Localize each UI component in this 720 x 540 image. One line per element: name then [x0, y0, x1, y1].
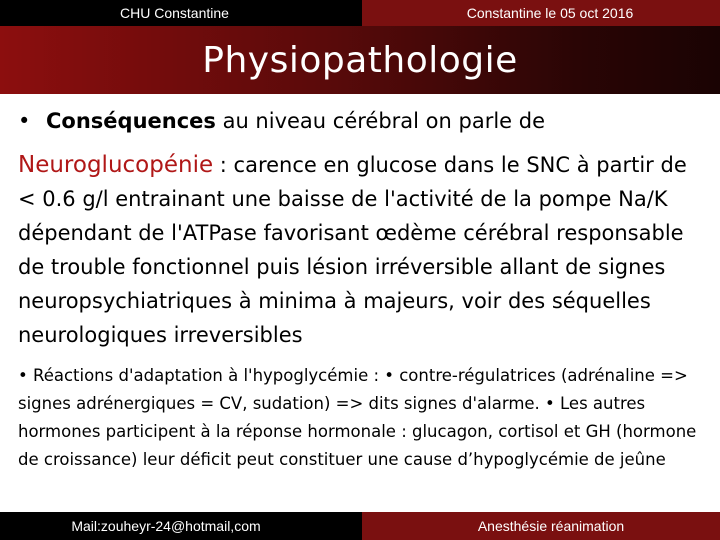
footer-email: Mail:zouheyr-24@hotmail,com — [0, 512, 362, 540]
bullet-icon: • — [18, 109, 31, 133]
header-left-text: CHU Constantine — [0, 0, 362, 26]
consequences-text: au niveau cérébral on parle de — [215, 109, 546, 133]
neuroglucopenie-text: : carence en glucose dans le SNC à partir de < 0.6 g/l entrainant une baisse de l'activité de la pompe Na/K dépendant de l'ATPase favorisant œdème cérébral responsable de trouble fonctionnel puis lésion irréversible allant de signes neuropsychiatriques à minima à majeurs, voir des séquelles neurologiques irreversibles — [18, 153, 687, 347]
paragraph-neuroglucopenie — [18, 148, 710, 352]
neuroglucopenie-term: Neuroglucopénie — [18, 152, 214, 178]
header-right-text: Constantine le 05 oct 2016 — [362, 0, 720, 26]
slide-content — [18, 104, 710, 474]
footer-bar — [0, 512, 720, 540]
consequences-heading: Conséquences — [46, 109, 216, 133]
paragraph-reactions: • Réactions d'adaptation à l'hypoglycémie : • contre-régulatrices (adrénaline => signes adrénergiques = CV, sudation) => dits signes d'alarme. • Les autres hormones participent à la réponse hormonale : glucagon, cortisol et GH (hormone de croissance) leur déficit peut constituer une cause d’hypoglycémie de jeûne — [18, 366, 697, 469]
header-bar — [0, 0, 720, 26]
footer-department: Anesthésie réanimation — [362, 512, 720, 540]
paragraph-consequences — [18, 104, 710, 138]
title-banner — [0, 26, 720, 94]
slide-title: Physiopathologie — [202, 39, 518, 81]
